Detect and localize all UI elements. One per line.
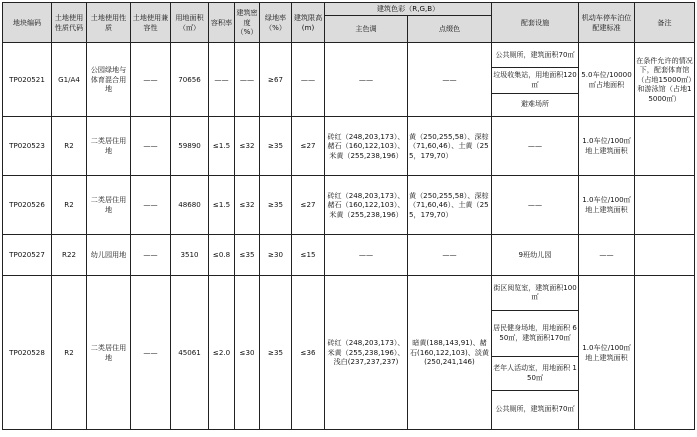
header-facilities: 配套设施: [492, 3, 579, 43]
facility-item: 公共厕所，建筑面积70㎡: [492, 391, 578, 429]
cell-plot-code: TP020527: [3, 235, 52, 276]
facility-item: 避难场所: [492, 94, 578, 116]
cell-facilities: 9班幼儿园: [492, 235, 579, 276]
cell-land-use: 二类居住用地: [87, 176, 131, 235]
cell-density: ≤30: [235, 276, 260, 430]
cell-main-color: 砖红（248,203,173）、米黄（255,238,196）、浅白(237,237,237): [325, 276, 408, 430]
cell-land-use-code: R2: [52, 276, 87, 430]
facility-item: 街区阅览室，建筑面积100㎡: [492, 277, 578, 311]
cell-plot-code: TP020523: [3, 117, 52, 176]
cell-area: 70656: [171, 43, 209, 117]
header-height: 建筑限高(m): [292, 3, 325, 43]
cell-accent-color: 黄（250,255,58）、深棕（71,60,46）、土黄（255，179,70）: [408, 117, 492, 176]
facility-item: 居民健身场地，用地面积 650㎡，建筑面积170㎡: [492, 311, 578, 357]
cell-remarks: [635, 176, 695, 235]
header-land-use-code: 土地使用性质代码: [52, 3, 87, 43]
cell-plot-code: TP020528: [3, 276, 52, 430]
cell-main-color: ——: [325, 235, 408, 276]
cell-remarks: [635, 117, 695, 176]
cell-plot-code: TP020521: [3, 43, 52, 117]
cell-facilities: ——: [492, 117, 579, 176]
cell-parking: 1.0车位/100㎡地上建筑面积: [579, 176, 635, 235]
cell-far: ≤0.8: [209, 235, 235, 276]
cell-main-color: 砖红（248,203,173）、赭石（160,122,103）、米黄（255,238,196）: [325, 117, 408, 176]
cell-remarks: 在条件允许的情况下，配套体育馆（占地15000㎡）和游泳馆（占地15000㎡）: [635, 43, 695, 117]
cell-land-use-code: G1/A4: [52, 43, 87, 117]
cell-accent-color: ——: [408, 235, 492, 276]
header-compatible: 土地使用兼容性: [131, 3, 171, 43]
cell-parking: 1.0车位/100㎡地上建筑面积: [579, 117, 635, 176]
cell-density: ≤35: [235, 235, 260, 276]
cell-accent-color: 黄（250,255,58）、深棕（71,60,46）、土黄（255，179,70）: [408, 176, 492, 235]
header-land-use: 土地使用性质: [87, 3, 131, 43]
table-row: [3, 176, 695, 235]
header-area: 用地面积（㎡）: [171, 3, 209, 43]
table-row: [3, 276, 695, 430]
cell-green: ≥35: [260, 176, 292, 235]
cell-compatible: ——: [131, 176, 171, 235]
cell-facilities: [492, 43, 579, 117]
header-remarks: 备注: [635, 3, 695, 43]
cell-density: ≤32: [235, 176, 260, 235]
cell-land-use-code: R2: [52, 176, 87, 235]
land-use-control-table: [2, 2, 695, 430]
cell-land-use-code: R2: [52, 117, 87, 176]
cell-plot-code: TP020526: [3, 176, 52, 235]
table-row: [3, 117, 695, 176]
cell-area: 48680: [171, 176, 209, 235]
cell-compatible: ——: [131, 235, 171, 276]
facility-item: 公共厕所，建筑面积70㎡: [492, 44, 578, 68]
cell-density: ——: [235, 43, 260, 117]
cell-area: 3510: [171, 235, 209, 276]
cell-parking: 5.0车位/10000㎡占地面积: [579, 43, 635, 117]
cell-green: ≥30: [260, 235, 292, 276]
cell-parking: ——: [579, 235, 635, 276]
cell-area: 59890: [171, 117, 209, 176]
cell-height: ——: [292, 43, 325, 117]
header-color: 建筑色彩（R,G,B）: [325, 3, 492, 16]
header-parking: 机动车停车泊位配建标准: [579, 3, 635, 43]
cell-land-use: 幼儿园用地: [87, 235, 131, 276]
cell-land-use: 二类居住用地: [87, 117, 131, 176]
facility-item: 垃圾收集站，用地面积120㎡: [492, 68, 578, 94]
header-plot-code: 地块编码: [3, 3, 52, 43]
cell-main-color: 砖红（248,203,173）、赭石（160,122,103）、米黄（255,238,196）: [325, 176, 408, 235]
header-far: 容积率: [209, 3, 235, 43]
facility-list: [492, 277, 578, 429]
cell-facilities: [492, 276, 579, 430]
header-accent-color: 点缀色: [408, 16, 492, 43]
header-green: 绿地率（%）: [260, 3, 292, 43]
cell-accent-color: 暗黄(188,143,91)、赭石(160,122,103)、淡黄(250,241,146): [408, 276, 492, 430]
cell-accent-color: ——: [408, 43, 492, 117]
cell-facilities: ——: [492, 176, 579, 235]
cell-area: 45061: [171, 276, 209, 430]
cell-land-use: 二类居住用地: [87, 276, 131, 430]
cell-far: ≤1.5: [209, 117, 235, 176]
header-main-color: 主色调: [325, 16, 408, 43]
table-row: [3, 235, 695, 276]
cell-height: ≤27: [292, 176, 325, 235]
cell-height: ≤15: [292, 235, 325, 276]
facility-list: [492, 44, 578, 116]
cell-green: ≥35: [260, 276, 292, 430]
cell-remarks: [635, 235, 695, 276]
facility-item: 老年人活动室，用地面积 150㎡: [492, 357, 578, 391]
cell-land-use-code: R22: [52, 235, 87, 276]
cell-compatible: ——: [131, 43, 171, 117]
cell-compatible: ——: [131, 276, 171, 430]
cell-green: ≥35: [260, 117, 292, 176]
cell-main-color: ——: [325, 43, 408, 117]
cell-parking: 1.0车位/100㎡地上建筑面积: [579, 276, 635, 430]
cell-green: ≥67: [260, 43, 292, 117]
cell-compatible: ——: [131, 117, 171, 176]
table-row: [3, 43, 695, 117]
cell-far: ≤2.0: [209, 276, 235, 430]
cell-height: ≤36: [292, 276, 325, 430]
cell-density: ≤32: [235, 117, 260, 176]
cell-land-use: 公园绿地与体育混合用地: [87, 43, 131, 117]
header-density: 建筑密度（%）: [235, 3, 260, 43]
cell-far: ≤1.5: [209, 176, 235, 235]
cell-height: ≤27: [292, 117, 325, 176]
cell-far: ——: [209, 43, 235, 117]
cell-remarks: [635, 276, 695, 430]
